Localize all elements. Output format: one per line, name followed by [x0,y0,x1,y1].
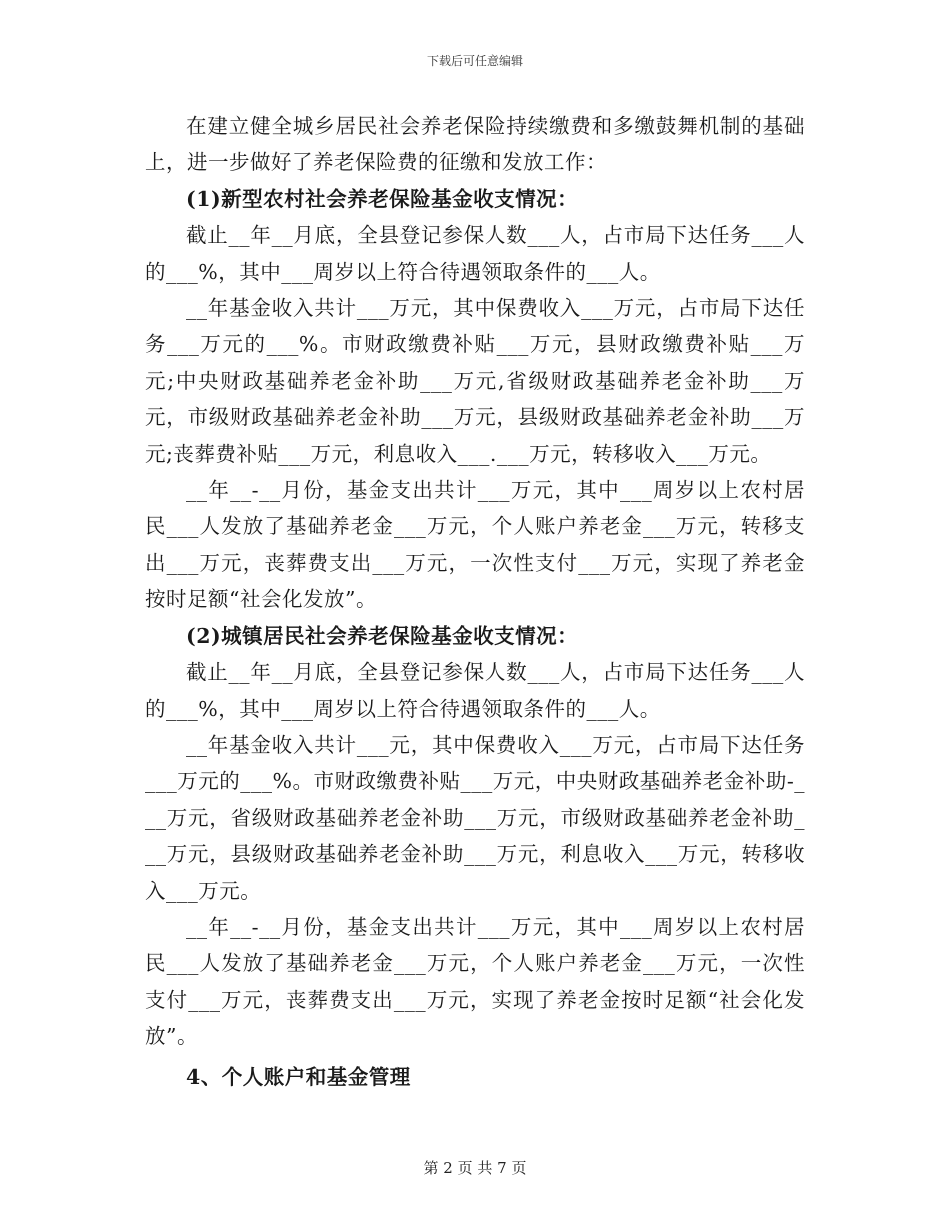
page-header-note: 下载后可任意编辑 [426,54,523,68]
paragraph-urban-enrollment: 截止__年__月底，全县登记参保人数___人，占市局下达任务___人的___%，其中___周岁以上符合待遇领取条件的___人。 [145,660,805,721]
section-heading-urban: (2)城镇居民社会养老保险基金收支情况： [186,623,579,648]
paragraph-urban-income: __年基金收入共计___元，其中保费收入___万元，占市局下达任务___万元的___%。市财政缴费补贴___万元，中央财政基础养老金补助-___万元，省级财政基础养老金补助___万元，市级财政基础养老金补助___万元，县级财政基础养老金补助___万元，利息收入___万元，转移收入___万元。 [145,732,805,903]
paragraph-rural-enrollment: 截止__年__月底，全县登记参保人数___人，占市局下达任务___人的___%，其中___周岁以上符合待遇领取条件的___人。 [145,223,805,284]
document-body [145,108,805,1095]
paragraph-intro: 在建立健全城乡居民社会养老保险持续缴费和多缴鼓舞机制的基础上，进一步做好了养老保险费的征缴和发放工作： [145,114,805,175]
page-number: 第 2 页 共 7 页 [423,1159,527,1177]
section-heading-accounts: 4、个人账户和基金管理 [186,1064,411,1089]
paragraph-urban-expenditure: __年__-__月份，基金支出共计___万元，其中___周岁以上农村居民___人发放了基础养老金___万元，个人账户养老金___万元，一次性支付___万元，丧葬费支出___万元，实现了养老金按时足额“社会化发放”。 [145,914,805,1049]
paragraph-rural-expenditure: __年__-__月份，基金支出共计___万元，其中___周岁以上农村居民___人发放了基础养老金___万元，个人账户养老金___万元，转移支出___万元，丧葬费支出___万元，一次性支付___万元，实现了养老金按时足额“社会化发放”。 [145,478,805,612]
paragraph-rural-income: __年基金收入共计___万元，其中保费收入___万元，占市局下达任务___万元的___%。市财政缴费补贴___万元，县财政缴费补贴___万元;中央财政基础养老金补助___万元,省级财政基础养老金补助___万元，市级财政基础养老金补助___万元，县级财政基础养老金补助___万元;丧葬费补贴___万元，利息收入___.___万元，转移收入___万元。 [145,296,805,466]
section-heading-rural: (1)新型农村社会养老保险基金收支情况： [186,186,579,211]
